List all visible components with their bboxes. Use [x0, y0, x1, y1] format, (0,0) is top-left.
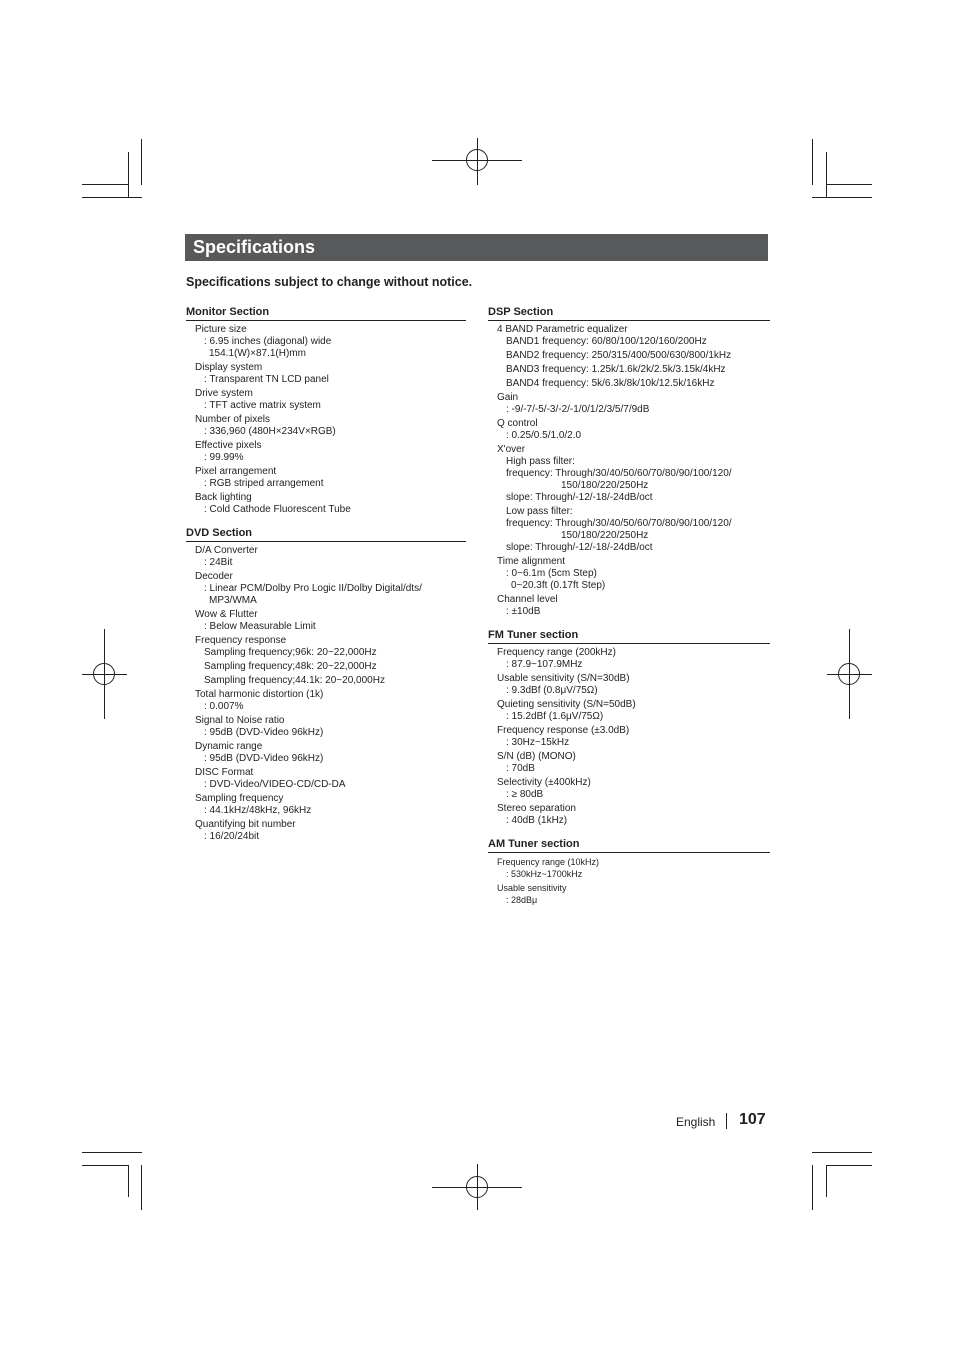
spec-value: : 44.1kHz/48kHz, 96kHz [204, 805, 312, 816]
spec-label: D/A Converter [195, 545, 258, 556]
spec-value: 154.1(W)×87.1(H)mm [209, 348, 306, 359]
spec-label: Q control [497, 418, 538, 429]
spec-value: : Cold Cathode Fluorescent Tube [204, 504, 351, 515]
section-heading: FM Tuner section [488, 628, 770, 644]
spec-label: Sampling frequency [195, 793, 284, 804]
spec-value: 150/180/220/250Hz [561, 530, 649, 541]
spec-label: DISC Format [195, 767, 254, 778]
footer-divider [726, 1113, 727, 1129]
spec-label: Display system [195, 362, 263, 373]
spec-sublabel: Low pass filter: [506, 506, 573, 517]
spec-label: Back lighting [195, 492, 252, 503]
fm-tuner-section [488, 628, 770, 827]
spec-label: Selectivity (±400kHz) [497, 777, 591, 788]
spec-value: : Below Measurable Limit [204, 621, 316, 632]
spec-value: : Linear PCM/Dolby Pro Logic II/Dolby Digital/dts/ [204, 583, 422, 594]
spec-label: Picture size [195, 324, 247, 335]
monitor-section [186, 305, 466, 516]
spec-label: Drive system [195, 388, 253, 399]
spec-value: : 24Bit [204, 557, 233, 568]
spec-label: Frequency response (±3.0dB) [497, 725, 630, 736]
spec-value: : 0~6.1m (5cm Step) [506, 568, 597, 579]
spec-label: Usable sensitivity [497, 883, 567, 893]
spec-label: Effective pixels [195, 440, 262, 451]
spec-label: Frequency range (200kHz) [497, 647, 616, 658]
page-number: 107 [739, 1111, 766, 1128]
spec-label: Number of pixels [195, 414, 271, 425]
dsp-section [488, 305, 770, 618]
spec-value: frequency: Through/30/40/50/60/70/80/90/100/120/ [506, 518, 732, 529]
spec-value: : ≥ 80dB [506, 789, 544, 800]
spec-sublabel: High pass filter: [506, 456, 575, 467]
spec-label: Decoder [195, 571, 233, 582]
page-title: Specifications [193, 237, 316, 257]
spec-label: S/N (dB) (MONO) [497, 751, 576, 762]
spec-value: : 95dB (DVD-Video 96kHz) [204, 753, 324, 764]
spec-value: : 15.2dBf (1.6μV/75Ω) [506, 711, 604, 722]
spec-value: : ±10dB [506, 606, 541, 617]
notice-text: Specifications subject to change without notice. [186, 275, 473, 289]
spec-value: : 6.95 inches (diagonal) wide [204, 336, 332, 347]
spec-value: 150/180/220/250Hz [561, 480, 649, 491]
spec-label: Pixel arrangement [195, 466, 277, 477]
spec-value: BAND1 frequency: 60/80/100/120/160/200Hz [506, 336, 707, 347]
spec-value: : 9.3dBf (0.8μV/75Ω) [506, 685, 598, 696]
spec-value: : 0.25/0.5/1.0/2.0 [506, 430, 582, 441]
spec-value: Sampling frequency;96k: 20~22,000Hz [204, 647, 377, 658]
right-column [488, 305, 770, 916]
spec-value: Sampling frequency;48k: 20~22,000Hz [204, 661, 377, 672]
section-heading: DVD Section [186, 526, 466, 542]
spec-label: Quantifying bit number [195, 819, 296, 830]
dvd-section [186, 526, 466, 843]
spec-label: Quieting sensitivity (S/N=50dB) [497, 699, 636, 710]
spec-label: 4 BAND Parametric equalizer [497, 324, 628, 335]
spec-label: Time alignment [497, 556, 565, 567]
spec-value: : 530kHz~1700kHz [506, 869, 583, 879]
spec-label: Stereo separation [497, 803, 576, 814]
title-bar [185, 234, 768, 261]
spec-value: BAND4 frequency: 5k/6.3k/8k/10k/12.5k/16kHz [506, 378, 715, 389]
spec-value: : 30Hz~15kHz [506, 737, 570, 748]
spec-label: Signal to Noise ratio [195, 715, 285, 726]
spec-value: : -9/-7/-5/-3/-2/-1/0/1/2/3/5/7/9dB [506, 404, 650, 415]
spec-value: slope: Through/-12/-18/-24dB/oct [506, 492, 653, 503]
spec-label: Dynamic range [195, 741, 263, 752]
spec-value: : RGB striped arrangement [204, 478, 324, 489]
spec-value: : 336,960 (480H×234V×RGB) [204, 426, 336, 437]
spec-label: Gain [497, 392, 519, 403]
spec-value: : 70dB [506, 763, 535, 774]
spec-value: : 16/20/24bit [204, 831, 260, 842]
spec-value: : 28dBμ [506, 895, 538, 905]
footer-language: English [676, 1115, 716, 1129]
spec-label: Channel level [497, 594, 558, 605]
spec-value: : 87.9~107.9MHz [506, 659, 583, 670]
spec-label: Usable sensitivity (S/N=30dB) [497, 673, 630, 684]
spec-label: Frequency range (10kHz) [497, 857, 600, 867]
spec-value: Sampling frequency;44.1k: 20~20,000Hz [204, 675, 385, 686]
spec-value: : TFT active matrix system [204, 400, 321, 411]
spec-label: Frequency response [195, 635, 287, 646]
section-heading: AM Tuner section [488, 837, 770, 853]
spec-value: : Transparent TN LCD panel [204, 374, 329, 385]
spec-label: Total harmonic distortion (1k) [195, 689, 324, 700]
spec-value: BAND3 frequency: 1.25k/1.6k/2k/2.5k/3.15k/4kHz [506, 364, 726, 375]
spec-value: frequency: Through/30/40/50/60/70/80/90/100/120/ [506, 468, 732, 479]
spec-value: slope: Through/-12/-18/-24dB/oct [506, 542, 653, 553]
spec-value: : 40dB (1kHz) [506, 815, 568, 826]
spec-value: MP3/WMA [209, 595, 257, 606]
section-heading: DSP Section [488, 305, 770, 321]
am-tuner-section [488, 837, 770, 906]
left-column [186, 305, 466, 853]
spec-value: : 95dB (DVD-Video 96kHz) [204, 727, 324, 738]
spec-value: 0~20.3ft (0.17ft Step) [511, 580, 606, 591]
spec-value: : 99.99% [204, 452, 244, 463]
spec-label: X'over [497, 444, 526, 455]
spec-value: : 0.007% [204, 701, 244, 712]
spec-value: BAND2 frequency: 250/315/400/500/630/800/1kHz [506, 350, 732, 361]
section-heading: Monitor Section [186, 305, 466, 321]
spec-value: : DVD-Video/VIDEO-CD/CD-DA [204, 779, 346, 790]
spec-label: Wow & Flutter [195, 609, 258, 620]
